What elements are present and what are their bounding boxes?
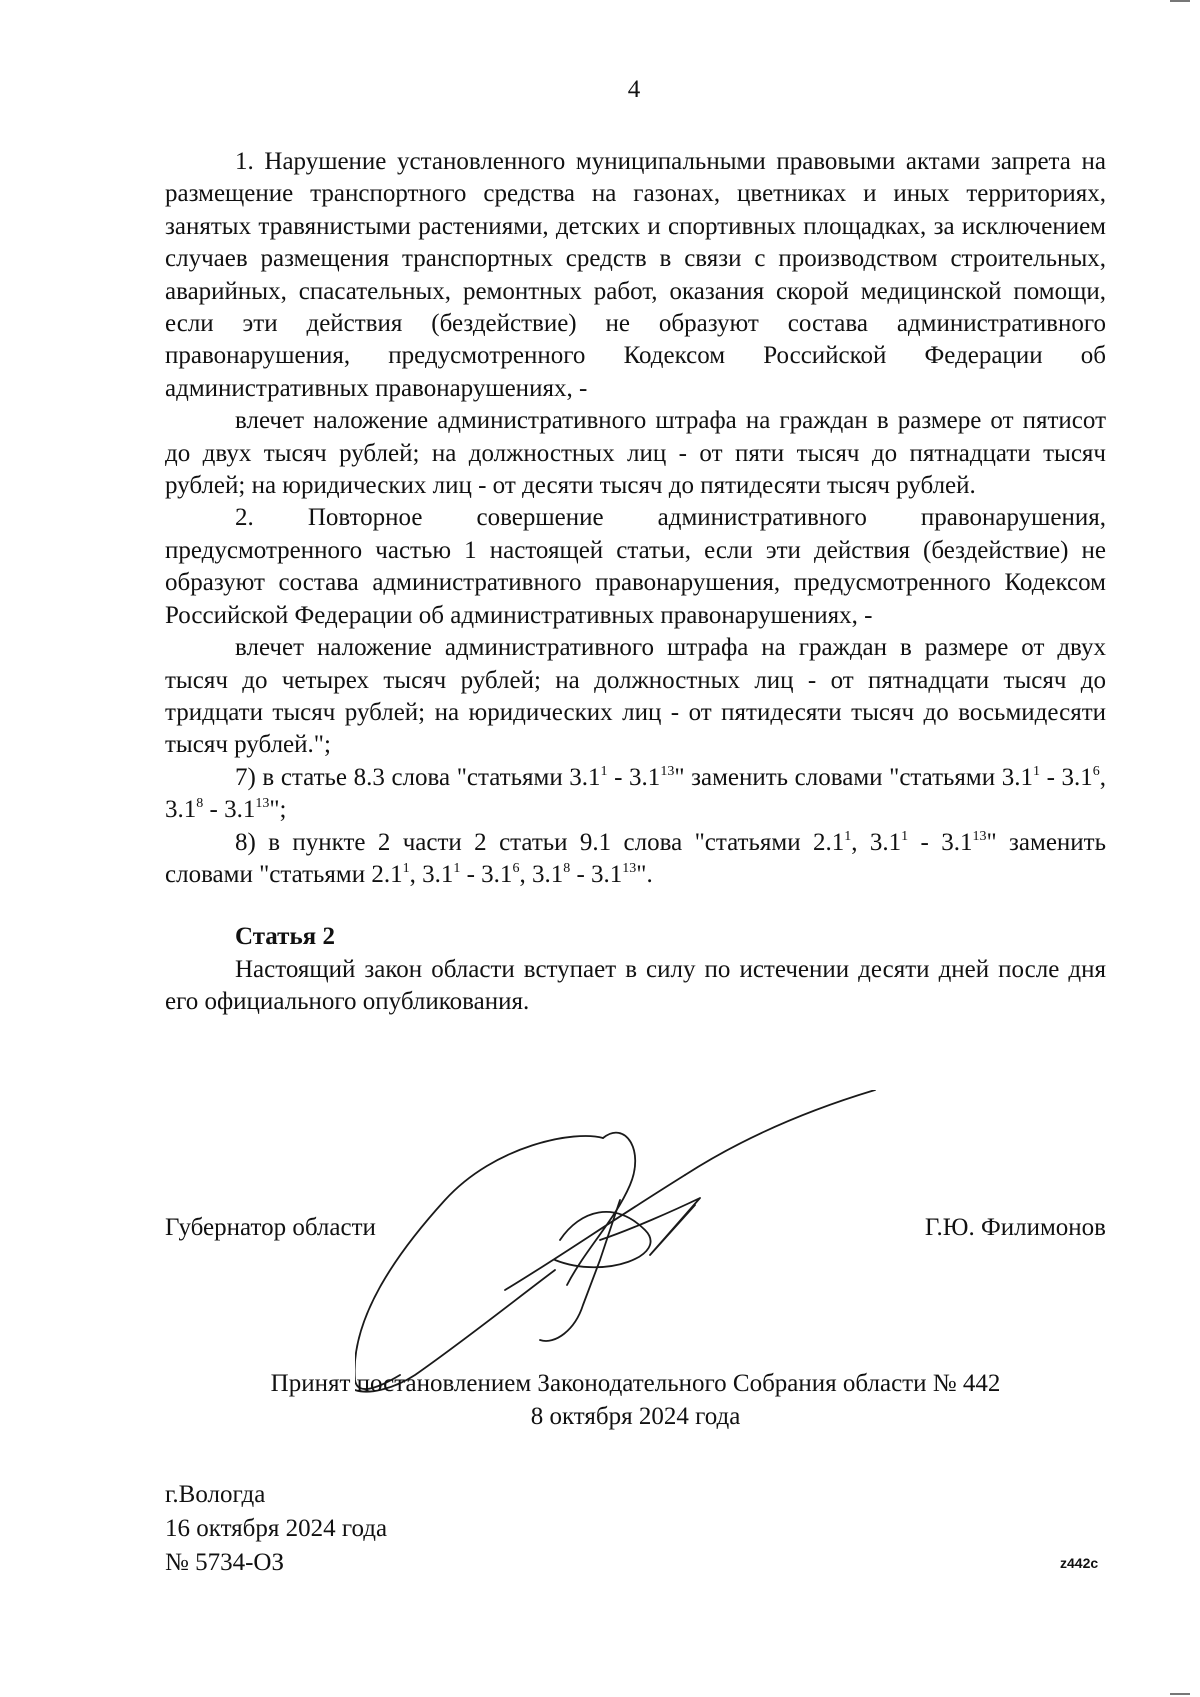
scan-mark bbox=[1170, 0, 1190, 2]
signing-date: 16 октября 2024 года bbox=[165, 1515, 388, 1542]
paragraph-part-2: 2. Повторное совершение административного правонарушения, предусмотренного частью 1 настоящей статьи, если эти действия (бездействие) не образуют состава административного правонарушения, предусмотренного Кодексом Российской Федерации об административных правонарушениях, - bbox=[165, 504, 1106, 629]
article-2-heading: Статья 2 bbox=[235, 923, 335, 951]
page-number: 4 bbox=[627, 76, 641, 103]
paragraph-part-1: 1. Нарушение установленного муниципальными правовыми актами запрета на размещение транспортного средства на газонах, цветниках и иных территориях, занятых травянистыми растениями, детских и спортивных площадках, за исключением случаев размещения транспортных средств в связи с производством строительных, аварийных, спасательных, ремонтных работ, оказания скорой медицинской помощи, если эти действия (бездействие) не образуют состава административного правонарушения, предусмотренного Кодексом Российской Федерации об административных правонарушениях, - bbox=[165, 148, 1106, 402]
handwritten-signature bbox=[355, 1090, 955, 1400]
paragraph-item-8: 8) в пункте 2 части 2 статьи 9.1 слова "статьями $2.1^1$, $3.1^1 - 3.1^{13}$" заменить словами "статьями $2.1^1$, $3.1^1 - 3.1^6$, $3.1^8 - 3.1^{13}$". bbox=[165, 828, 1107, 888]
document-code: z442c bbox=[1060, 1555, 1099, 1571]
adoption-line-2: 8 октября 2024 года bbox=[530, 1403, 741, 1430]
document-body bbox=[165, 146, 1106, 1019]
article-2-text: Настоящий закон области вступает в силу по истечении десяти дней после дня его официального опубликования. bbox=[165, 955, 1106, 1016]
adoption-note bbox=[165, 1367, 1106, 1433]
signatory-position: Губернатор области bbox=[165, 1214, 376, 1241]
paragraph-item-7: 7) в статье 8.3 слова "статьями $3.1^1 - 3.1^{13}$" заменить словами "статьями $3.1^1 - 3.1^6$, $3.1^8 - 3.1^{13}$"; bbox=[165, 763, 1106, 824]
paragraph-penalty-2: влечет наложение административного штрафа на граждан в размере от двух тысяч до четырех тысяч рублей; на должностных лиц - от пятнадцати тысяч до тридцати тысяч рублей; на юридических лиц - от пятидесяти тысяч до восьмидесяти тысяч рублей."; bbox=[165, 634, 1106, 759]
law-number: № 5734-ОЗ bbox=[165, 1549, 285, 1576]
adoption-line-1: Принят постановлением Законодательного Собрания области № 442 bbox=[270, 1370, 1001, 1397]
scan-mark bbox=[1170, 1693, 1190, 1695]
city: г.Вологда bbox=[165, 1481, 266, 1508]
signatory-name: Г.Ю. Филимонов bbox=[924, 1214, 1106, 1241]
place-date-block bbox=[165, 1478, 387, 1580]
paragraph-penalty-1: влечет наложение административного штрафа на граждан в размере от пятисот до двух тысяч рублей; на должностных лиц - от пяти тысяч до пятнадцати тысяч рублей; на юридических лиц - от десяти тысяч до пятидесяти тысяч рублей. bbox=[165, 407, 1106, 500]
